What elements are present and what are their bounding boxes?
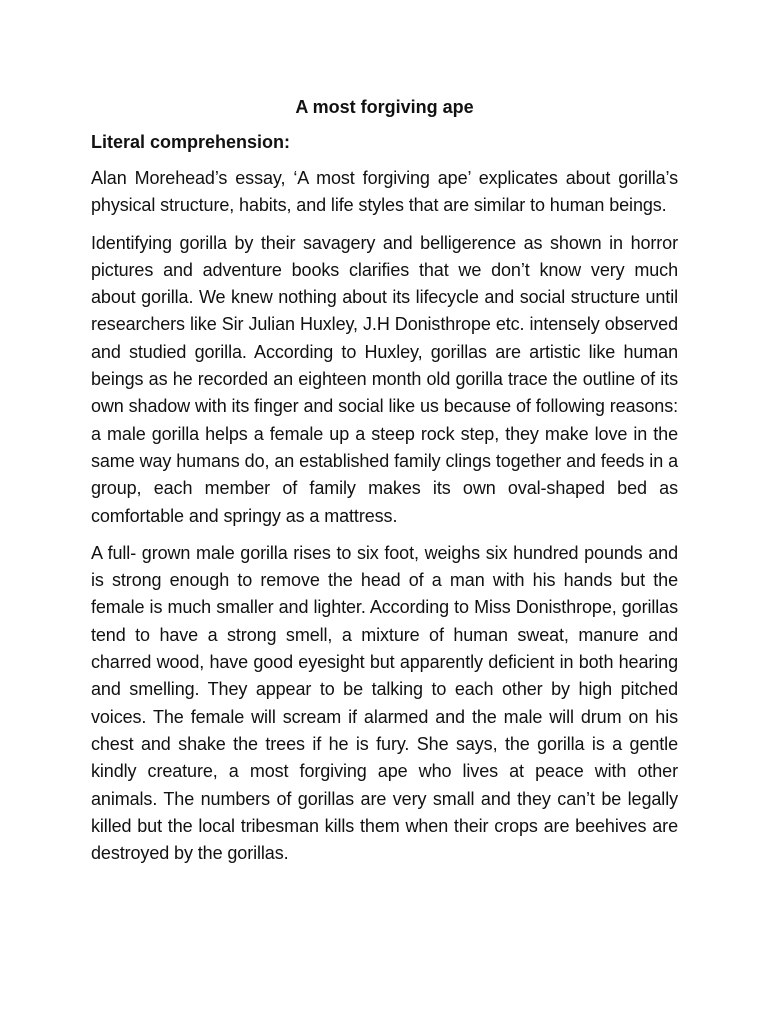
paragraph-intro: Alan Morehead’s essay, ‘A most forgiving ape’ explicates about gorilla’s physical structure, habits, and life styles that are similar to human beings. <box>91 168 678 216</box>
paragraph-social-structure: Identifying gorilla by their savagery and belligerence as shown in horror pictures and adventure books clarifies that we don’t know very much about gorilla. We knew nothing about its lifecycle and social structure until researchers like Sir Julian Huxley, J.H Donisthrope etc. intensely observed and studied gorilla. According to Huxley, gorillas are artistic like human beings as he recorded an eighteen month old gorilla trace the outline of its own shadow with its finger and social like us because of following reasons: a male gorilla helps a female up a steep rock step, they make love in the same way humans do, an established family clings together and feeds in a group, each member of family makes its own oval-shaped bed as comfortable and springy as a mattress. <box>91 232 678 526</box>
document-title: A most forgiving ape <box>295 97 474 117</box>
section-heading: Literal comprehension: <box>91 132 291 152</box>
document-page <box>91 94 678 877</box>
paragraph-physical-traits: A full- grown male gorilla rises to six foot, weighs six hundred pounds and is strong enough to remove the head of a man with his hands but the female is much smaller and lighter. According to Miss Donisthrope, gorillas tend to have a strong smell, a mixture of human sweat, manure and charred wood, have good eyesight but apparently deficient in both hearing and smelling. They appear to be talking to each other by high pitched voices. The female will scream if alarmed and the male will drum on his chest and shake the trees if he is fury. She says, the gorilla is a gentle kindly creature, a most forgiving ape who lives at peace with other animals. The numbers of gorillas are very small and they can’t be legally killed but the local tribesman kills them when their crops are beehives are destroyed by the gorillas. <box>91 542 678 864</box>
